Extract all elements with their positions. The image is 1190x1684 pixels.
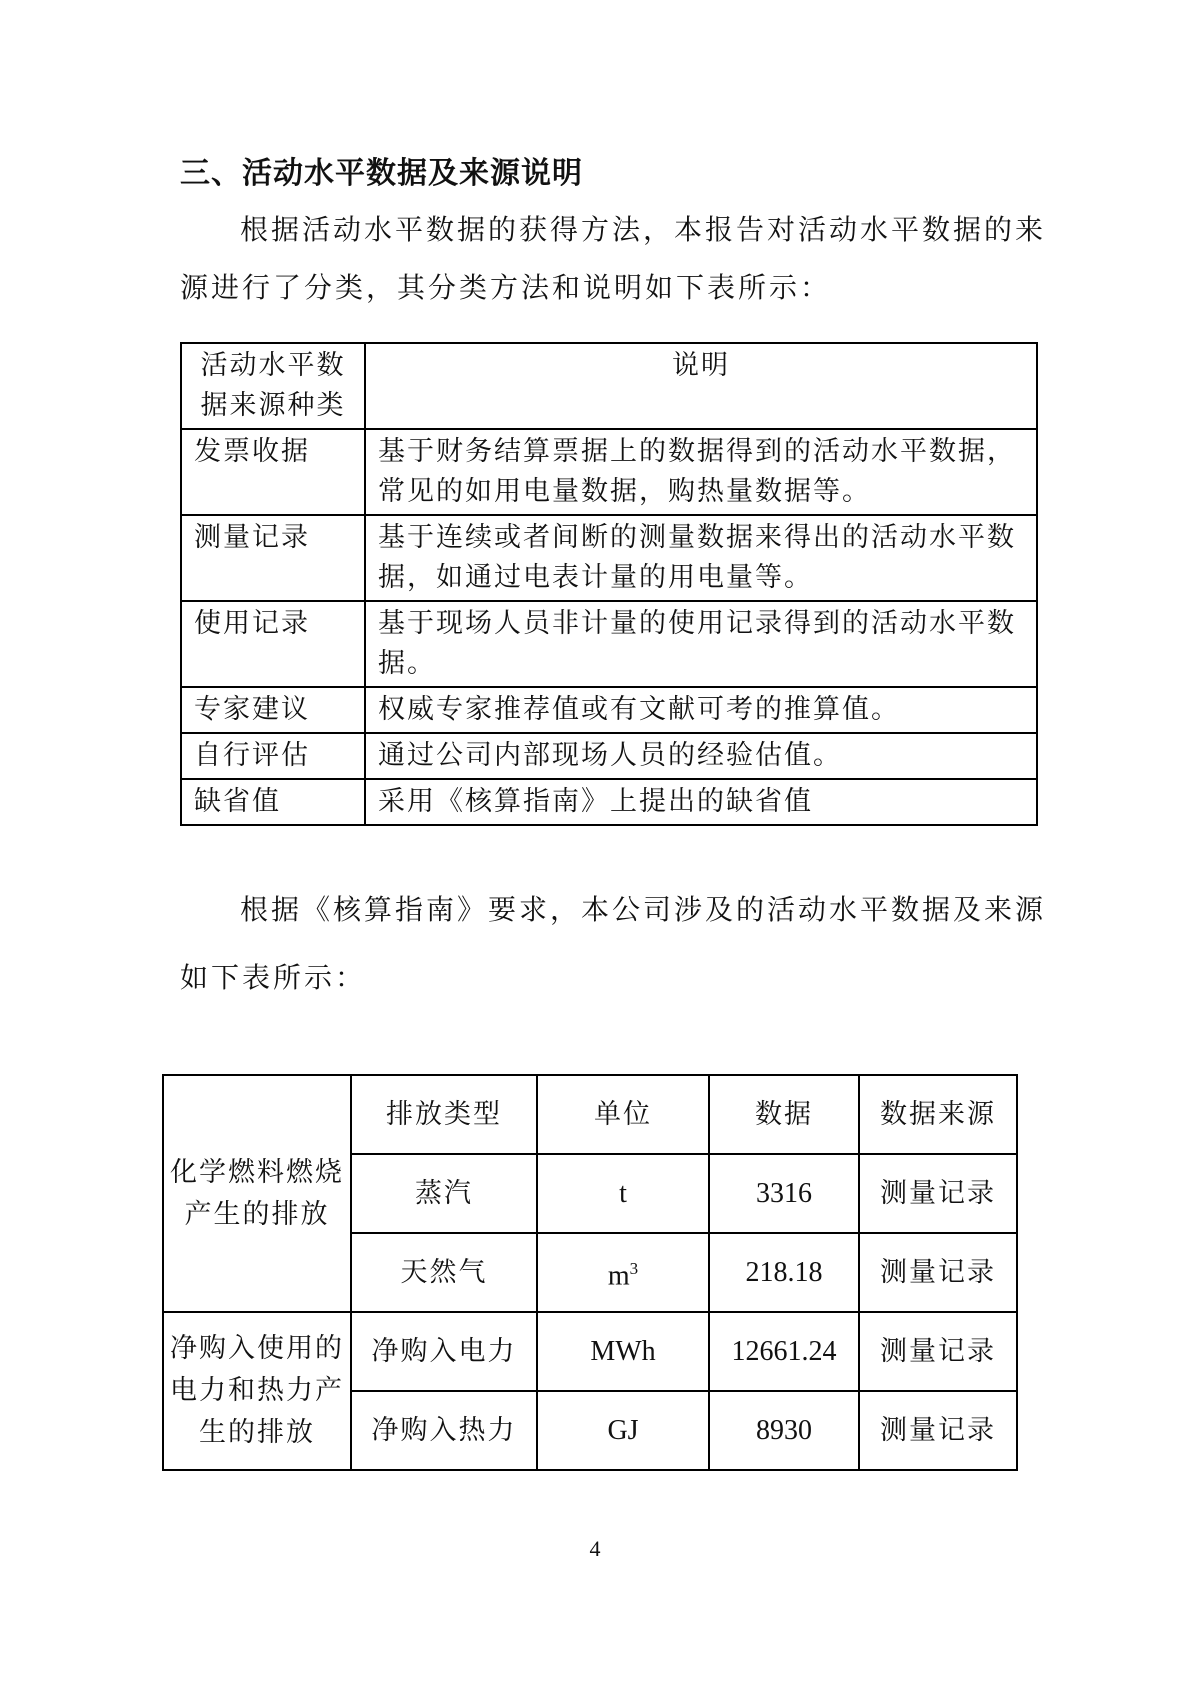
source-cell: 测量记录 [859, 1391, 1017, 1470]
emission-type-cell: 净购入热力 [351, 1391, 537, 1470]
table-row [163, 1312, 1017, 1391]
source-cell: 测量记录 [859, 1233, 1017, 1312]
description-cell: 权威专家推荐值或有文献可考的推算值。 [365, 687, 1037, 733]
table-row [181, 733, 1037, 779]
paragraph-1-line-1: 根据活动水平数据的获得方法，本报告对活动水平数据的来 [240, 213, 1047, 246]
header-source-type [181, 343, 365, 429]
category-cell-fuel-combustion [163, 1075, 351, 1312]
table-header-row [181, 343, 1037, 429]
unit-cell: MWh [537, 1312, 709, 1391]
header-source-type-line-2: 据来源种类 [200, 390, 346, 421]
header-source: 数据来源 [859, 1075, 1017, 1154]
header-source-type-line-1: 活动水平数 [200, 350, 346, 381]
paragraph-1-line-2: 源进行了分类，其分类方法和说明如下表所示： [180, 271, 832, 304]
category-cell-purchased-energy [163, 1312, 351, 1470]
description-cell: 通过公司内部现场人员的经验估值。 [365, 733, 1037, 779]
page-number: 4 [589, 1536, 601, 1561]
unit-cell: t [537, 1154, 709, 1233]
source-cell: 测量记录 [859, 1154, 1017, 1233]
emission-type-cell: 净购入电力 [351, 1312, 537, 1391]
description-cell: 基于财务结算票据上的数据得到的活动水平数据，常见的如用电量数据，购热量数据等。 [365, 429, 1037, 515]
description-cell: 基于现场人员非计量的使用记录得到的活动水平数据。 [365, 601, 1037, 687]
header-description: 说明 [365, 343, 1037, 429]
data-source-classification-table [180, 342, 1038, 826]
value-cell: 8930 [709, 1391, 859, 1470]
value-cell: 3316 [709, 1154, 859, 1233]
description-cell: 采用《核算指南》上提出的缺省值 [365, 779, 1037, 825]
source-type-cell: 自行评估 [181, 733, 365, 779]
table-row [181, 515, 1037, 601]
value-cell: 218.18 [709, 1233, 859, 1312]
source-type-cell: 测量记录 [181, 515, 365, 601]
unit-cell: GJ [537, 1391, 709, 1470]
emission-type-cell: 天然气 [351, 1233, 537, 1312]
table-header-row [163, 1075, 1017, 1154]
header-emission-type: 排放类型 [351, 1075, 537, 1154]
table-row [181, 601, 1037, 687]
unit-superscript: 3 [629, 1258, 639, 1278]
category-line-3: 生的排放 [199, 1417, 315, 1448]
header-unit: 单位 [537, 1075, 709, 1154]
category-line-1: 净购入使用的 [170, 1333, 344, 1364]
category-line-2: 电力和热力产 [170, 1375, 344, 1406]
source-type-cell: 使用记录 [181, 601, 365, 687]
table-row [181, 429, 1037, 515]
emission-type-cell: 蒸汽 [351, 1154, 537, 1233]
value-cell: 12661.24 [709, 1312, 859, 1391]
source-type-cell: 缺省值 [181, 779, 365, 825]
paragraph-2-line-1: 根据《核算指南》要求，本公司涉及的活动水平数据及来源 [240, 893, 1047, 926]
source-cell: 测量记录 [859, 1312, 1017, 1391]
source-type-cell: 发票收据 [181, 429, 365, 515]
unit-base: m [607, 1260, 630, 1292]
source-type-cell: 专家建议 [181, 687, 365, 733]
paragraph-2-line-2: 如下表所示： [180, 961, 367, 994]
activity-data-table [162, 1074, 1018, 1471]
category-line-1: 化学燃料燃烧 [170, 1156, 344, 1188]
category-line-2: 产生的排放 [184, 1198, 330, 1230]
header-data: 数据 [709, 1075, 859, 1154]
description-cell: 基于连续或者间断的测量数据来得出的活动水平数据，如通过电表计量的用电量等。 [365, 515, 1037, 601]
unit-cell [537, 1233, 709, 1312]
section-heading: 三、活动水平数据及来源说明 [180, 156, 583, 191]
table-row [181, 687, 1037, 733]
table-row [181, 779, 1037, 825]
